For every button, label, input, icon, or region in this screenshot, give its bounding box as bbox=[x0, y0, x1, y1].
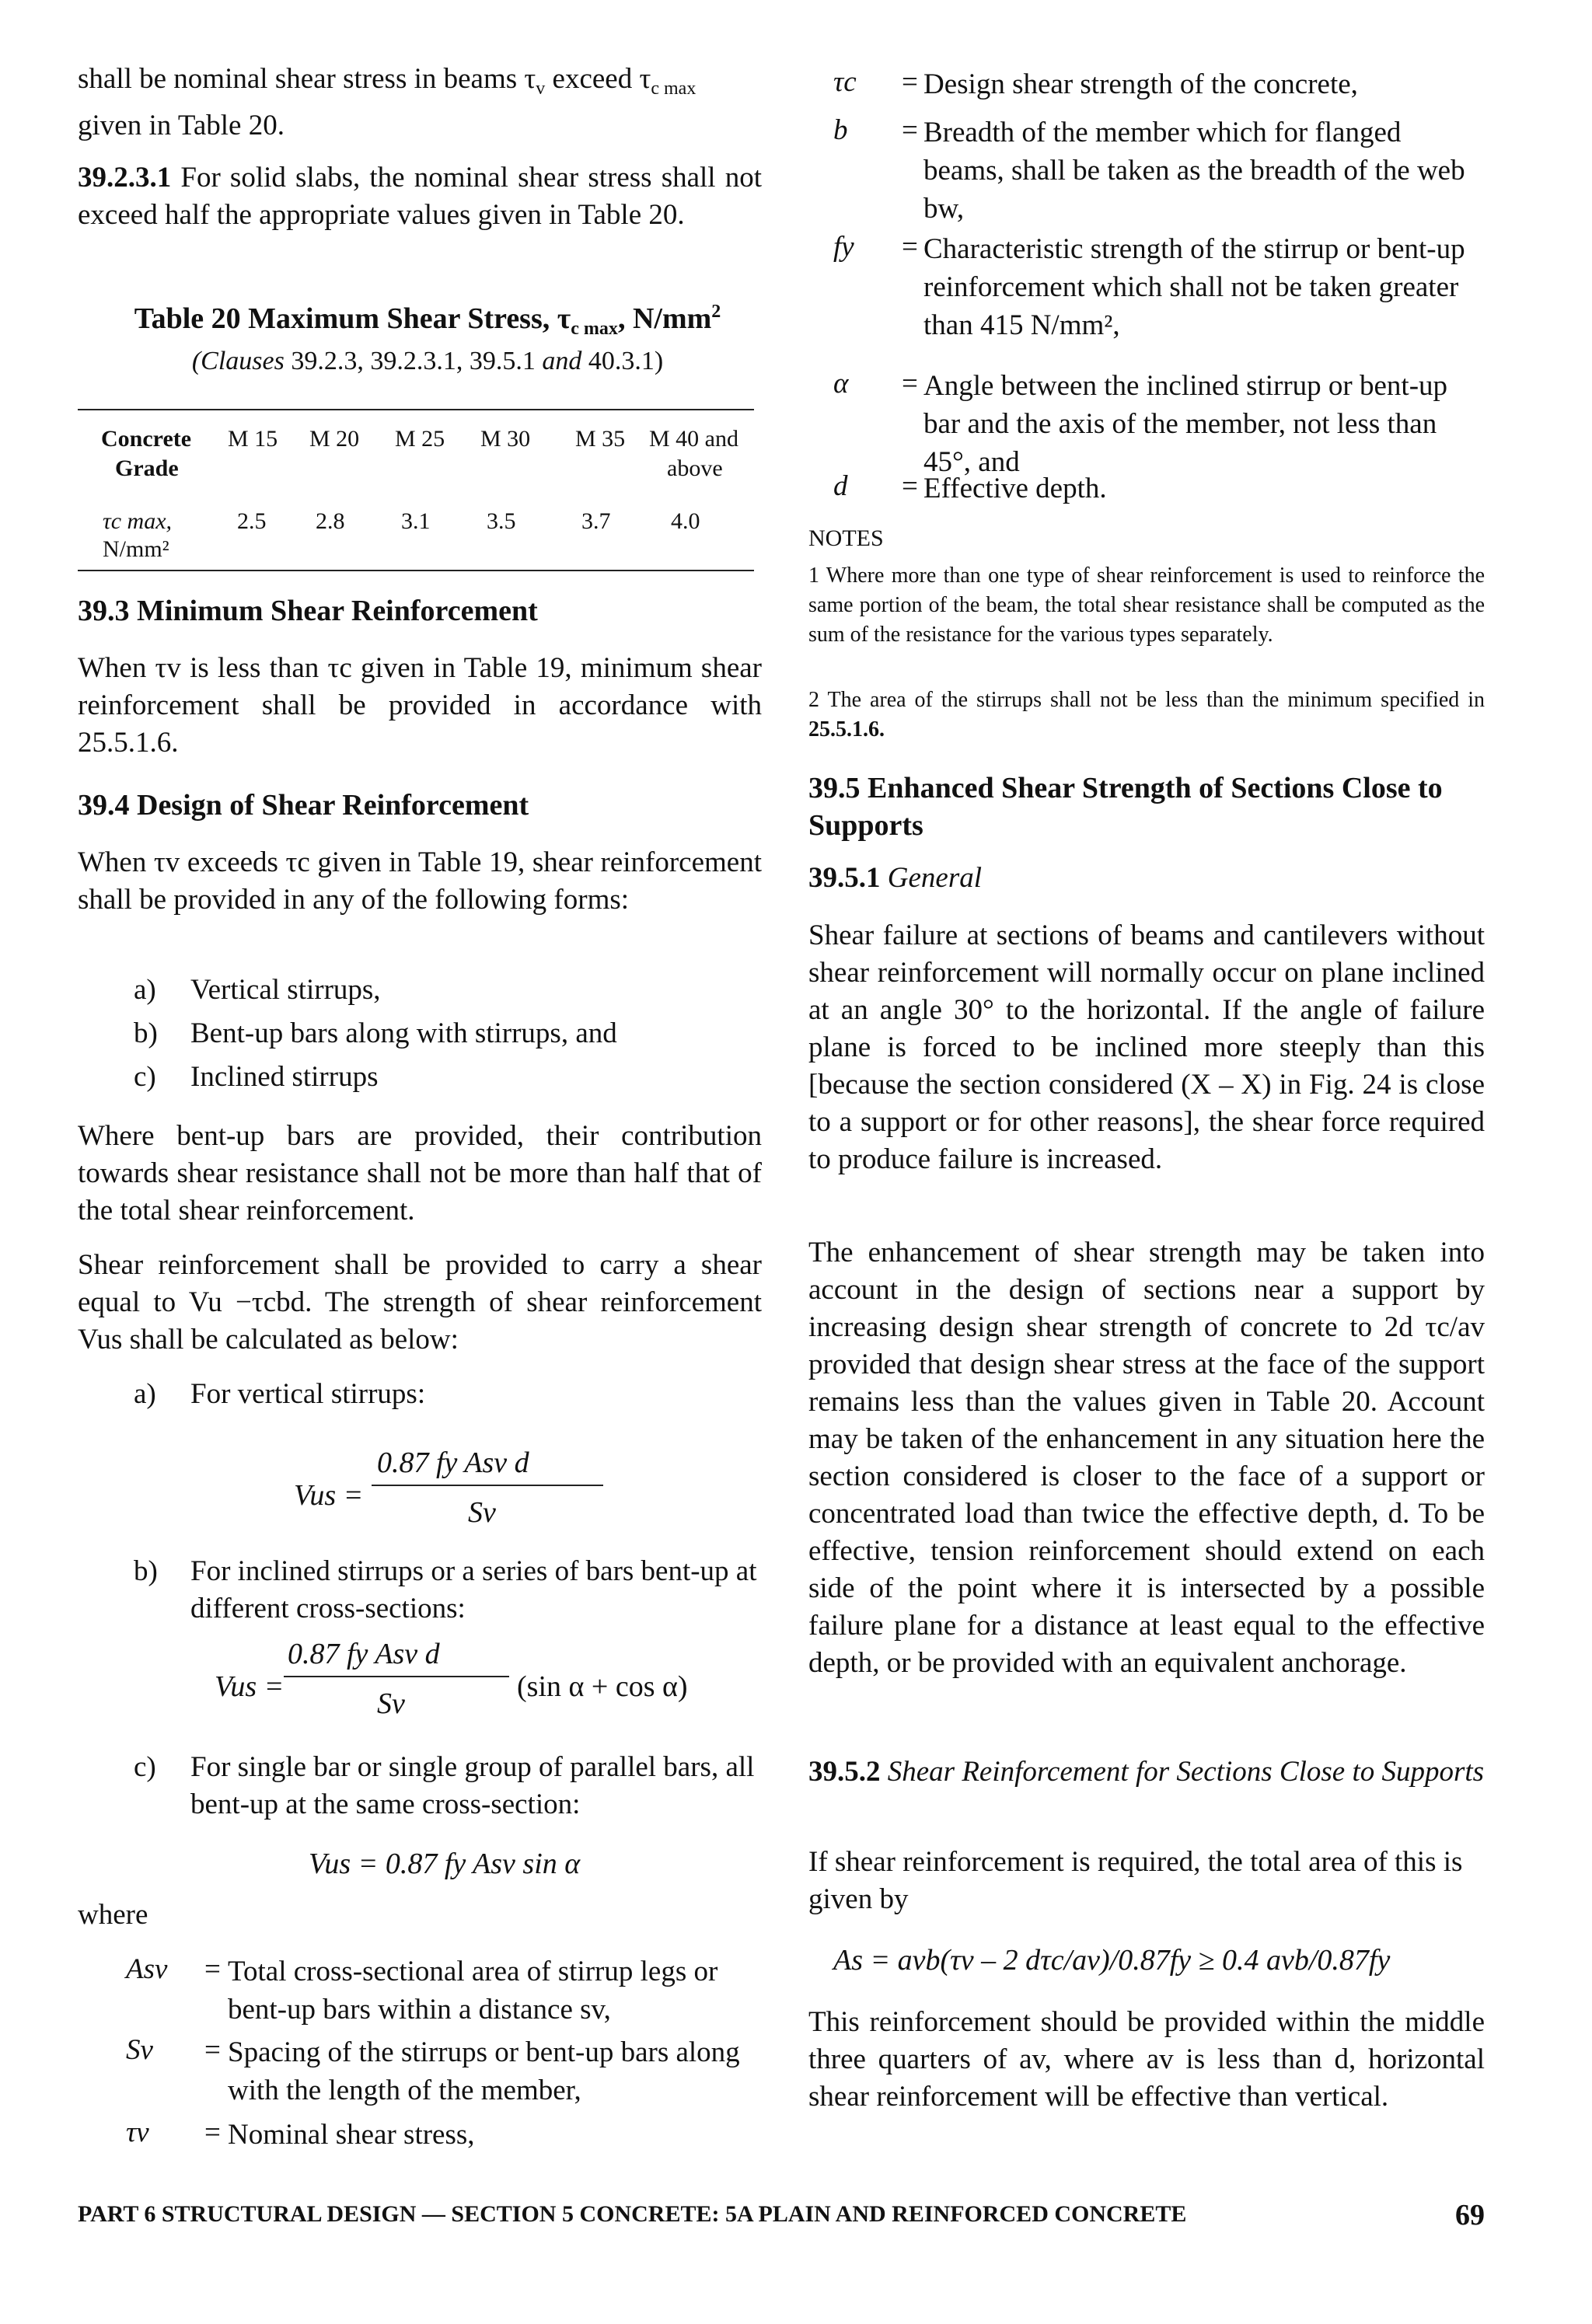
page-number: 69 bbox=[1455, 2199, 1485, 2232]
formula-a-numerator: 0.87 fy Asv d bbox=[377, 1446, 529, 1479]
list-item-text: Inclined stirrups bbox=[190, 1061, 379, 1093]
def-text: Angle between the inclined stirrup or bent-up bar and the axis of the member, not less than 45°, and bbox=[923, 370, 1448, 478]
def-symbol: d bbox=[833, 470, 848, 502]
def-symbol: Sv bbox=[126, 2034, 153, 2066]
intro-line2: given in Table 20. bbox=[78, 110, 285, 141]
table-title-sub: c max bbox=[571, 319, 618, 339]
formula-a-lhs: Vus = bbox=[294, 1479, 364, 1512]
table-grade-cell: M 20 bbox=[309, 426, 360, 452]
def-text: Nominal shear stress, bbox=[228, 2119, 475, 2151]
note-2-ref: 25.5.1.6. bbox=[808, 717, 885, 742]
note-2 bbox=[808, 686, 1485, 745]
table-clauses-label: (Clauses bbox=[191, 347, 285, 375]
heading-39-5-2-number: 39.5.2 bbox=[808, 1756, 881, 1788]
def-equals: = bbox=[902, 368, 918, 400]
table-title-unit: , N/mm bbox=[617, 302, 712, 335]
intro-mid: exceed τ bbox=[545, 63, 651, 95]
table-clauses-and: and bbox=[542, 347, 582, 375]
def-equals: = bbox=[204, 2116, 221, 2148]
heading-39-5-2-title: Shear Reinforcement for Sections Close to Supports bbox=[887, 1756, 1485, 1788]
table-value-cell: 3.1 bbox=[401, 508, 431, 534]
def-symbol: α bbox=[833, 368, 849, 400]
def-text: Design shear strength of the concrete, bbox=[923, 68, 1358, 100]
list-item-text: Bent-up bars along with stirrups, and bbox=[190, 1017, 617, 1049]
table-20-clauses bbox=[93, 347, 762, 376]
formula-a-denominator: Sv bbox=[468, 1496, 496, 1529]
intro-text bbox=[78, 61, 762, 145]
clause-39231-number: 39.2.3.1 bbox=[78, 162, 172, 194]
formula-b-fraction-line bbox=[284, 1676, 509, 1677]
list-item-key: a) bbox=[134, 974, 156, 1006]
formula-c-label: c) bbox=[134, 1751, 156, 1783]
formula-c-text: For single bar or single group of parallel bars, all bent-up at the same cross-section: bbox=[190, 1751, 755, 1820]
note-1: 1 Where more than one type of shear reinforcement is used to reinforce the same portion of the beam, the total shear resistance shall be computed as the sum of the resistance for the various types separately. bbox=[808, 564, 1485, 647]
def-equals: = bbox=[902, 66, 918, 98]
formula-b-tail: (sin α + cos α) bbox=[517, 1670, 688, 1703]
table-value-cell: 2.8 bbox=[316, 508, 345, 534]
def-equals: = bbox=[902, 114, 918, 146]
para-39-4c: Shear reinforcement shall be provided to carry a shear equal to Vu −τcbd. The strength of shear reinforcement Vus shall be calculated as below: bbox=[78, 1249, 762, 1356]
table-top-rule bbox=[78, 409, 754, 410]
table-title-sup: 2 bbox=[711, 302, 721, 322]
def-text: Total cross-sectional area of stirrup legs or bent-up bars within a distance sv, bbox=[228, 1956, 718, 2026]
table-value-cell: 4.0 bbox=[671, 508, 700, 534]
table-row-unit: N/mm² bbox=[103, 536, 169, 562]
clause-39231 bbox=[78, 159, 762, 234]
def-text: Breadth of the member which for flanged beams, shall be taken as the breadth of the web bw, bbox=[923, 117, 1465, 225]
def-equals: = bbox=[902, 470, 918, 502]
table-clauses-list: 39.2.3, 39.2.3.1, 39.5.1 bbox=[284, 347, 543, 375]
def-symbol: τv bbox=[126, 2116, 149, 2148]
def-text: Spacing of the stirrups or bent-up bars along with the length of the member, bbox=[228, 2036, 740, 2106]
list-item-key: b) bbox=[134, 1017, 158, 1049]
formula-a-text: For vertical stirrups: bbox=[190, 1378, 426, 1410]
def-equals: = bbox=[902, 231, 918, 263]
table-header-grade: Grade bbox=[115, 455, 179, 481]
para-39-5-2b: This reinforcement should be provided within the middle three quarters of av, where av is less than d, horizontal shear reinforcement will be effective than vertical. bbox=[808, 2006, 1485, 2113]
table-row-tau: τc max, bbox=[103, 508, 173, 534]
para-39-5-1b: The enhancement of shear strength may be taken into account in the design of sections near a support by increasing design shear strength of concrete to 2d τc/av provided that design shear stress at the face of the support remains less than the values given in Table 20. Account may be taken of the enhancement in any situation here the section considered is closer to the face of a support or concentrated load than twice the effective depth, d. To be effective, tension reinforcement should extend on each side of the point where it is intersected by a possible failure plane for a distance at least equal to the effective depth, or be provided with an equivalent anchorage. bbox=[808, 1237, 1485, 1679]
formula-b-denominator: Sv bbox=[377, 1687, 405, 1720]
table-value-cell: 2.5 bbox=[237, 508, 267, 534]
def-text: Effective depth. bbox=[923, 473, 1107, 504]
heading-39-5-2 bbox=[808, 1753, 1485, 1791]
heading-39-4: 39.4 Design of Shear Reinforcement bbox=[78, 789, 529, 822]
table-value-cell: 3.5 bbox=[487, 508, 516, 534]
formula-as: As = avb(τv – 2 dτc/av)/0.87fy ≥ 0.4 avb/0.87fy bbox=[833, 1944, 1391, 1977]
def-symbol: fy bbox=[833, 231, 854, 263]
heading-39-5-1-number: 39.5.1 bbox=[808, 862, 881, 894]
table-grade-cell: M 25 bbox=[395, 426, 445, 452]
clause-39231-text: For solid slabs, the nominal shear stress shall not exceed half the appropriate values given in Table 20. bbox=[78, 162, 762, 231]
formula-c: Vus = 0.87 fy Asv sin α bbox=[309, 1848, 581, 1880]
para-39-3: When τv is less than τc given in Table 19, minimum shear reinforcement shall be provided in accordance with 25.5.1.6. bbox=[78, 652, 762, 759]
formula-b-label: b) bbox=[134, 1555, 158, 1587]
def-equals: = bbox=[204, 2034, 221, 2066]
formula-b-numerator: 0.87 fy Asv d bbox=[288, 1638, 440, 1670]
formula-a-label: a) bbox=[134, 1378, 156, 1410]
table-clauses-last: 40.3.1) bbox=[581, 347, 664, 375]
footer-text: PART 6 STRUCTURAL DESIGN — SECTION 5 CONCRETE: 5A PLAIN AND REINFORCED CONCRETE bbox=[78, 2201, 1187, 2227]
heading-39-5-1 bbox=[808, 861, 982, 895]
formula-b-text: For inclined stirrups or a series of bars bent-up at different cross-sections: bbox=[190, 1555, 757, 1624]
formula-a-fraction-line bbox=[372, 1485, 603, 1486]
table-grade-cell-b: above bbox=[667, 455, 723, 481]
where-label: where bbox=[78, 1899, 148, 1931]
note-2-text: 2 The area of the stirrups shall not be less than the minimum specified in bbox=[808, 688, 1485, 712]
table-bottom-rule bbox=[78, 570, 754, 571]
table-title-main: Table 20 Maximum Shear Stress, τ bbox=[134, 302, 571, 335]
def-symbol: b bbox=[833, 114, 848, 146]
para-39-5-1a: Shear failure at sections of beams and cantilevers without shear reinforcement will normally occur on plane inclined at an angle 30° to the horizontal. If the angle of failure plane is forced to be inclined more steeply than this [because the section considered (X – X) in Fig. 24 is close to a support or for other reasons], the shear force required to produce failure is increased. bbox=[808, 919, 1485, 1175]
para-39-4b: Where bent-up bars are provided, their contribution towards shear resistance shall not be more than half that of the total shear reinforcement. bbox=[78, 1120, 762, 1227]
def-text: Characteristic strength of the stirrup or bent-up reinforcement which shall not be taken greater than 415 N/mm², bbox=[923, 233, 1465, 341]
table-20-title bbox=[93, 302, 762, 340]
table-header-concrete: Concrete bbox=[101, 426, 192, 452]
list-item-text: Vertical stirrups, bbox=[190, 974, 381, 1006]
def-symbol: τc bbox=[833, 66, 857, 98]
intro-sub-v: v bbox=[536, 79, 546, 99]
page-footer bbox=[78, 2199, 1485, 2232]
para-39-5-2a: If shear reinforcement is required, the total area of this is given by bbox=[808, 1846, 1463, 1915]
notes-title: NOTES bbox=[808, 525, 884, 551]
table-value-cell: 3.7 bbox=[581, 508, 611, 534]
formula-b-lhs: Vus = bbox=[215, 1670, 285, 1703]
table-grade-cell: M 15 bbox=[228, 426, 278, 452]
heading-39-5: 39.5 Enhanced Shear Strength of Sections Close to Supports bbox=[808, 772, 1443, 842]
heading-39-5-1-title: General bbox=[887, 862, 982, 894]
def-symbol: Asv bbox=[126, 1953, 168, 1985]
table-grade-cell: M 30 bbox=[480, 426, 531, 452]
table-grade-cell: M 35 bbox=[575, 426, 626, 452]
list-item-key: c) bbox=[134, 1061, 156, 1093]
intro-line1: shall be nominal shear stress in beams τ bbox=[78, 63, 536, 95]
heading-39-3: 39.3 Minimum Shear Reinforcement bbox=[78, 595, 538, 627]
intro-sub-cmax: c max bbox=[651, 79, 696, 99]
def-equals: = bbox=[204, 1953, 221, 1985]
para-39-4a: When τv exceeds τc given in Table 19, shear reinforcement shall be provided in any of the following forms: bbox=[78, 846, 762, 916]
table-grade-cell: M 40 and bbox=[649, 426, 738, 452]
